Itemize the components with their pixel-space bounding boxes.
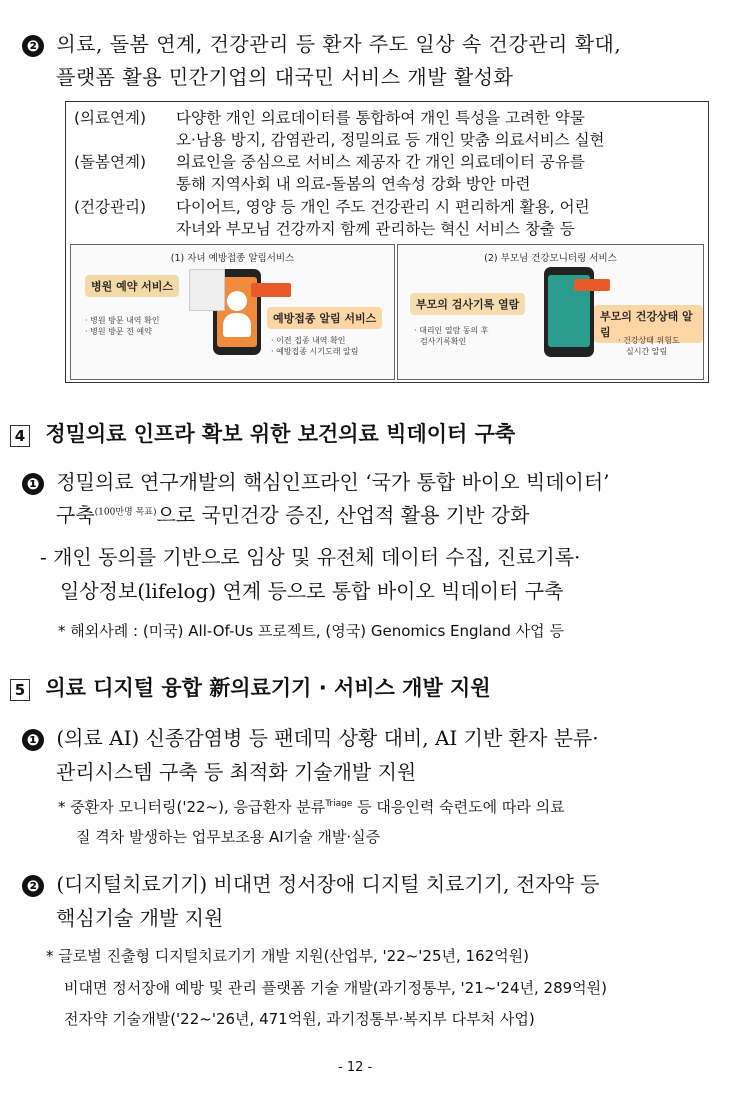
tag-vaccine-alert: 예방접종 알림 서비스 [267, 307, 382, 329]
bell-icon [251, 283, 291, 297]
bullet: 검사기록확인 [420, 337, 467, 346]
service-table [65, 101, 709, 383]
item-marker: ❷ [22, 35, 44, 57]
item2-line1: ❷ 의료, 돌봄 연계, 건강관리 등 환자 주도 일상 속 건강관리 확대, [22, 28, 621, 57]
section4-dash-line2: 일상정보(lifelog) 연계 등으로 통합 바이오 빅데이터 구축 [60, 579, 564, 603]
section4-dash-line1: - 개인 동의를 기반으로 임상 및 유전체 데이터 수집, 진료기록· [40, 545, 581, 569]
table-row: (건강관리) 다이어트, 영양 등 개인 주도 건강관리 시 편리하게 활용, 어린 [74, 198, 590, 216]
section-number: 4 [10, 425, 30, 447]
table-row: (돌봄연계) 의료인을 중심으로 서비스 제공자 간 개인 의료데이터 공유를 [74, 153, 585, 171]
table-row: 통해 지역사회 내 의료-돌봄의 연속성 강화 방안 마련 [176, 175, 531, 193]
bullet: · 건강상태 위험도 [618, 336, 680, 345]
tag-parent-health-alert: 부모의 건강상태 알림 [594, 305, 703, 343]
page-number: - 12 - [338, 1060, 373, 1075]
section5-item1-line1: ❶ (의료 AI) 신종감염병 등 팬데믹 상황 대비, AI 기반 환자 분류· [22, 722, 599, 751]
table-row: (의료연계) 다양한 개인 의료데이터를 통합하여 개인 특성을 고려한 약물 [74, 109, 585, 127]
bell-icon [574, 279, 610, 291]
section5-note2-line1: * 글로벌 진출형 디지털치료기기 개발 지원(산업부, '22~'25년, 162억원) [46, 947, 530, 965]
panel-title: (2) 부모님 건강모니터링 서비스 [484, 253, 617, 264]
item-marker: ❶ [22, 729, 44, 751]
section4-item1-line1: ❶ 정밀의료 연구개발의 핵심인프라인 ‘국가 통합 바이오 빅데이터’ [22, 466, 610, 495]
section4-heading: 4 정밀의료 인프라 확보 위한 보건의료 빅데이터 구축 [10, 418, 515, 448]
section4-item1-line2: 구축$^{(100만명 목표)}$으로 국민건강 증진, 산업적 활용 기반 강화 [56, 503, 530, 527]
section5-item2-line1: ❷ (디지털치료기기) 비대면 정서장애 디지털 치료기기, 전자약 등 [22, 868, 599, 897]
section5-note1-line1: * 중환자 모니터링('22~), 응급환자 분류$^{Triage}$ 등 대응인력 숙련도에 따라 의료 [58, 798, 565, 816]
bullet: · 대리인 열람 동의 후 [414, 326, 489, 335]
section5-item2-line2: 핵심기술 개발 지원 [56, 906, 224, 930]
section-number: 5 [10, 679, 30, 701]
bullet: 실시간 알림 [626, 347, 668, 356]
document-icon [189, 269, 225, 311]
section5-item1-line2: 관리시스템 구축 등 최적화 기술개발 지원 [56, 760, 417, 784]
bullet: · 병원 방문 전 예약 [85, 327, 152, 336]
panel-child-vaccination [70, 244, 395, 380]
section5-note2-line3: 전자약 기술개발('22~'26년, 471억원, 과기정통부·복지부 다부처 사업) [64, 1010, 535, 1028]
bullet: · 이전 접종 내역 확인 [271, 336, 346, 345]
item-marker: ❷ [22, 875, 44, 897]
tag-parent-records: 부모의 검사기록 열람 [410, 293, 525, 315]
section5-note2-line2: 비대면 정서장애 예방 및 관리 플랫폼 기술 개발(과기정통부, '21~'24년, 289억원) [64, 979, 608, 997]
table-row: 자녀와 부모님 건강까지 함께 관리하는 혁신 서비스 창출 등 [176, 220, 575, 238]
section5-note1-line2: 질 격차 발생하는 업무보조용 AI기술 개발·실증 [76, 828, 381, 846]
item2-line2: 플랫폼 활용 민간기업의 대국민 서비스 개발 활성화 [56, 65, 514, 89]
table-row: 오·남용 방지, 감염관리, 정밀의료 등 개인 맞춤 의료서비스 실현 [176, 131, 605, 149]
bullet: · 병원 방문 내역 확인 [85, 316, 160, 325]
bullet: · 예방접종 시기도래 알림 [271, 347, 359, 356]
section5-heading: 5 의료 디지털 융합 新의료기기 · 서비스 개발 지원 [10, 672, 491, 702]
panel-title: (1) 자녀 예방접종 알림서비스 [170, 253, 295, 264]
tag-hospital-booking: 병원 예약 서비스 [85, 275, 179, 297]
section4-note: * 해외사례 : (미국) All-Of-Us 프로젝트, (영국) Genomics England 사업 등 [58, 622, 564, 640]
panel-parent-monitoring [397, 244, 704, 380]
item-marker: ❶ [22, 473, 44, 495]
